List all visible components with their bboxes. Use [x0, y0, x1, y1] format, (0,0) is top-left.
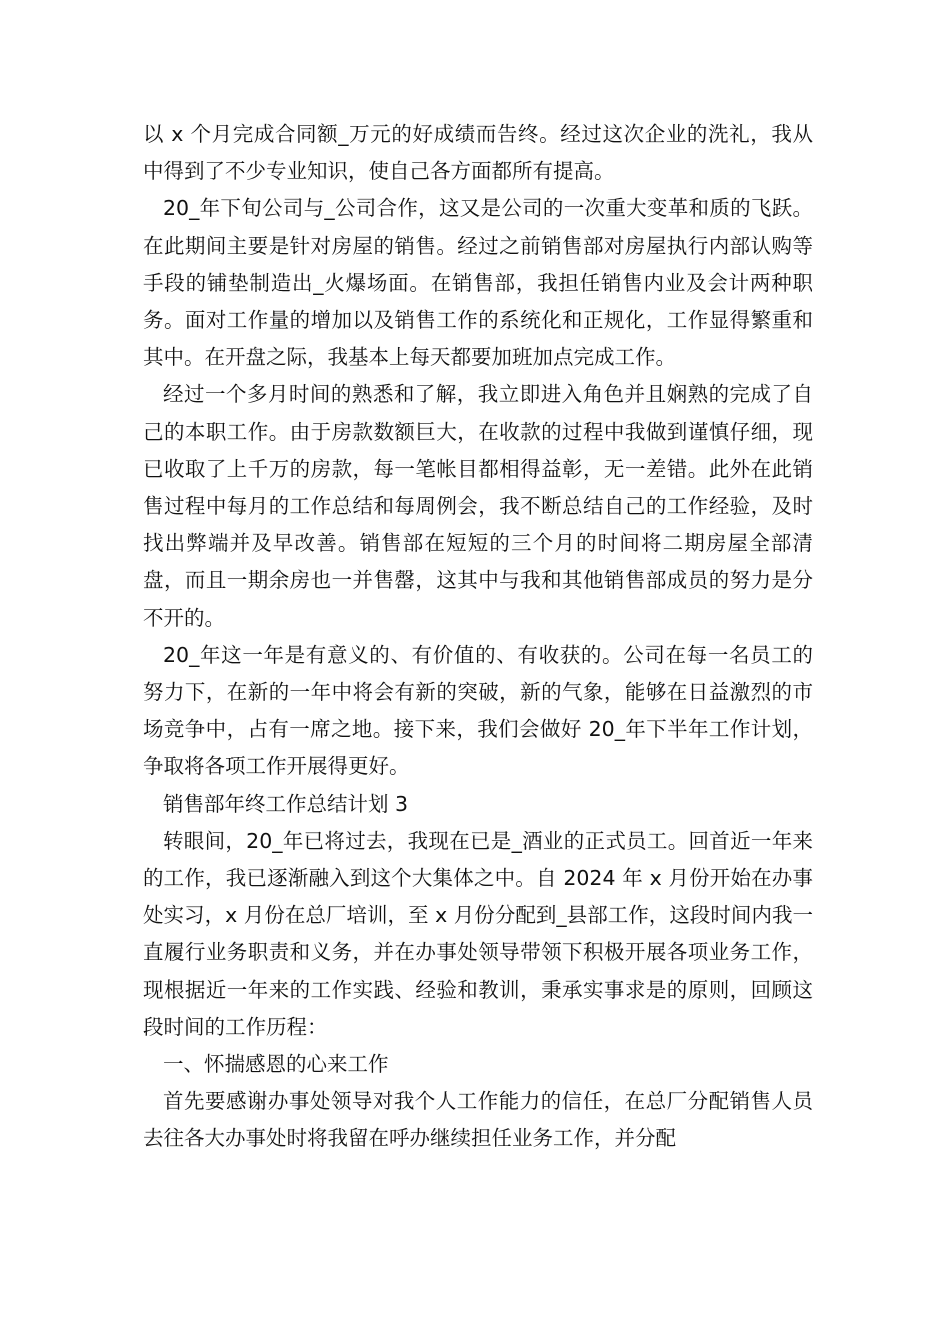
paragraph-cooperation: 20_年下旬公司与_公司合作，这又是公司的一次重大变革和质的飞跃。在此期间主要是针对房屋的销售。经过之前销售部对房屋执行内部认购等手段的铺垫制造出_火爆场面。在销售部，我担任销售内业及会计两种职务。面对工作量的增加以及销售工作的系统化和正规化，工作显得繁重和其中。在开盘之际，我基本上每天都要加班加点完成工作。 — [143, 196, 813, 370]
section-heading: 销售部年终工作总结计划 3 — [163, 791, 409, 816]
document-body — [143, 116, 813, 1158]
paragraph-continuation: 以 x 个月完成合同额_万元的好成绩而告终。经过这次企业的洗礼，我从中得到了不少专业知识，使自己各方面都所有提高。 — [143, 122, 813, 184]
subsection-heading: 一、怀揣感恩的心来工作 — [163, 1052, 389, 1077]
paragraph-year-summary: 20_年这一年是有意义的、有价值的、有收获的。公司在每一名员工的努力下，在新的一年中将会有新的突破，新的气象，能够在日益激烈的市场竞争中，占有一席之地。接下来，我们会做好 20_年下半年工作计划，争取将各项工作开展得更好。 — [143, 642, 813, 779]
paragraph-gratitude: 首先要感谢办事处领导对我个人工作能力的信任，在总厂分配销售人员去往各大办事处时将我留在呼办继续担任业务工作，并分配 — [143, 1089, 813, 1151]
paragraph-role: 经过一个多月时间的熟悉和了解，我立即进入角色并且娴熟的完成了自己的本职工作。由于房款数额巨大，在收款的过程中我做到谨慎仔细，现已收取了上千万的房款，每一笔帐目都相得益彰，无一差错。此外在此销售过程中每月的工作总结和每周例会，我不断总结自己的工作经验，及时找出弊端并及早改善。销售部在短短的三个月的时间将二期房屋全部清盘，而且一期余房也一并售罄，这其中与我和其他销售部成员的努力是分不开的。 — [143, 382, 813, 630]
paragraph-intro: 转眼间，20_年已将过去，我现在已是_酒业的正式员工。回首近一年来的工作，我已逐渐融入到这个大集体之中。自 2024 年 x 月份开始在办事处实习，x 月份在总厂培训，至 x 月份分配到_县部工作，这段时间内我一直履行业务职责和义务，并在办事处领导带领下积极开展各项业务工作，现根据近一年来的工作实践、经验和教训，秉承实事求是的原则，回顾这段时间的工作历程： — [143, 828, 813, 1039]
